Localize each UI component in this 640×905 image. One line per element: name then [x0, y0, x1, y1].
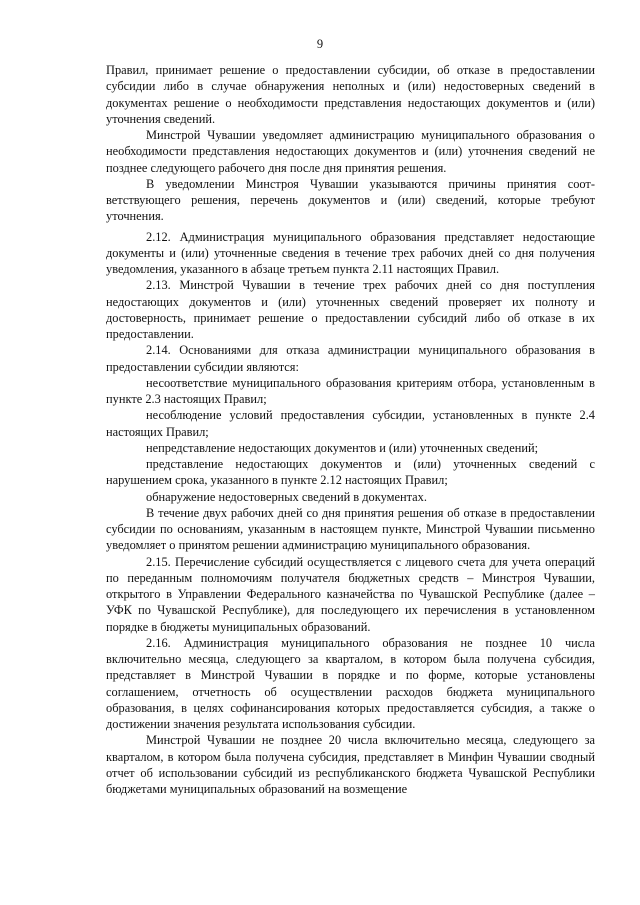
- list-item-false-information: обнаружение недостоверных сведений в документах.: [146, 489, 427, 504]
- page-number: 9: [316, 37, 324, 51]
- paragraph-2-12: 2.12. Администрация муниципального образования представляет недостающие документы и (или) уточненные сведения в течение трех рабочих дней со дня получения уведомления, указанного в абзаце третьем пункта 2.11 настоящих Правил.: [106, 229, 595, 276]
- list-item-documents-not-provided: непредставление недостающих документов и (или) уточненных сведений;: [146, 440, 539, 455]
- list-item-conditions-noncompliance: несоблюдение условий предоставления субсидии, установленных в пункте 2.4 настоящих Правил;: [106, 408, 595, 439]
- paragraph-2-14: 2.14. Основаниями для отказа администрации муниципального образования в предоставлении субсидии являются:: [106, 343, 595, 374]
- paragraph-2-15: 2.15. Перечисление субсидий осуществляется с лицевого счета для учета операций по переданным полномочиям получателя бюджетных средств – Минстроя Чувашии, открытого в Управлении Федерального казначейства по Чувашской Республике (далее – УФК по Чувашской Республике), для последующего их перечисления в установленном порядке в бюджеты муниципальных образований.: [106, 554, 595, 634]
- paragraph-2-16: 2.16. Администрация муниципального образования не позднее 10 числа включительно месяца, следующего за кварталом, в котором была получена субсидия, представляет в Минстрой Чувашии в порядке и по форме, которые установлены соглашением, отчетность об осуществлении расходов бюджета муниципального образования, в целях софинансирования которых предоставляется субсидия, а также о достижении значения результата использования субсидии.: [106, 635, 595, 731]
- paragraph-2-13: 2.13. Минстрой Чувашии в течение трех рабочих дней со дня поступления недостающих документов и (или) уточненных сведений проверяет их полноту и достоверность, принимает решение о предоставлении субсидий либо об отказе в их предоставлении.: [106, 278, 595, 341]
- paragraph-refusal-notification: В течение двух рабочих дней со дня принятия решения об отказе в предоставлении субсидии по основаниям, указанным в настоящем пункте, Минстрой Чувашии письменно уведомляет о принятом решении администрацию муниципального образования.: [106, 505, 595, 553]
- list-item-criteria-mismatch: несоответствие муниципального образования критериям отбора, установленным в пункте 2.3 настоящих Правил;: [106, 375, 595, 406]
- document-body: [106, 62, 595, 797]
- list-item-late-submission: представление недостающих документов и (или) уточненных сведений с нарушением срока, указанного в пункте 2.12 настоящих Правил;: [106, 457, 595, 488]
- paragraph-continuation: Правил, принимает решение о предоставлении субсидии, об отказе в предоставлении субсидии либо в случае обнаружения неполных и (или) недостоверных сведений в документах решение о необходимости представления недостающих документов и (или) уточнения сведений.: [106, 63, 595, 126]
- paragraph-notification-contents: В уведомлении Минстроя Чувашии указываются причины принятия соответствующего решения, перечень документов и (или) сведений, которые требуют уточнения.: [106, 176, 595, 224]
- paragraph-ministry-notifies: Минстрой Чувашии уведомляет администрацию муниципального образования о необходимости представления недостающих документов и (или) уточнения сведений не позднее следующего рабочего дня после дня принятия решения.: [106, 128, 595, 175]
- paragraph-summary-report: Минстрой Чувашии не позднее 20 числа включительно месяца, следующего за кварталом, в котором была получена субсидия, представляет в Минфин Чувашии сводный отчет об использовании субсидий из республиканского бюджета Чувашской Республики бюджетами муниципальных образований на возмещение: [106, 733, 595, 796]
